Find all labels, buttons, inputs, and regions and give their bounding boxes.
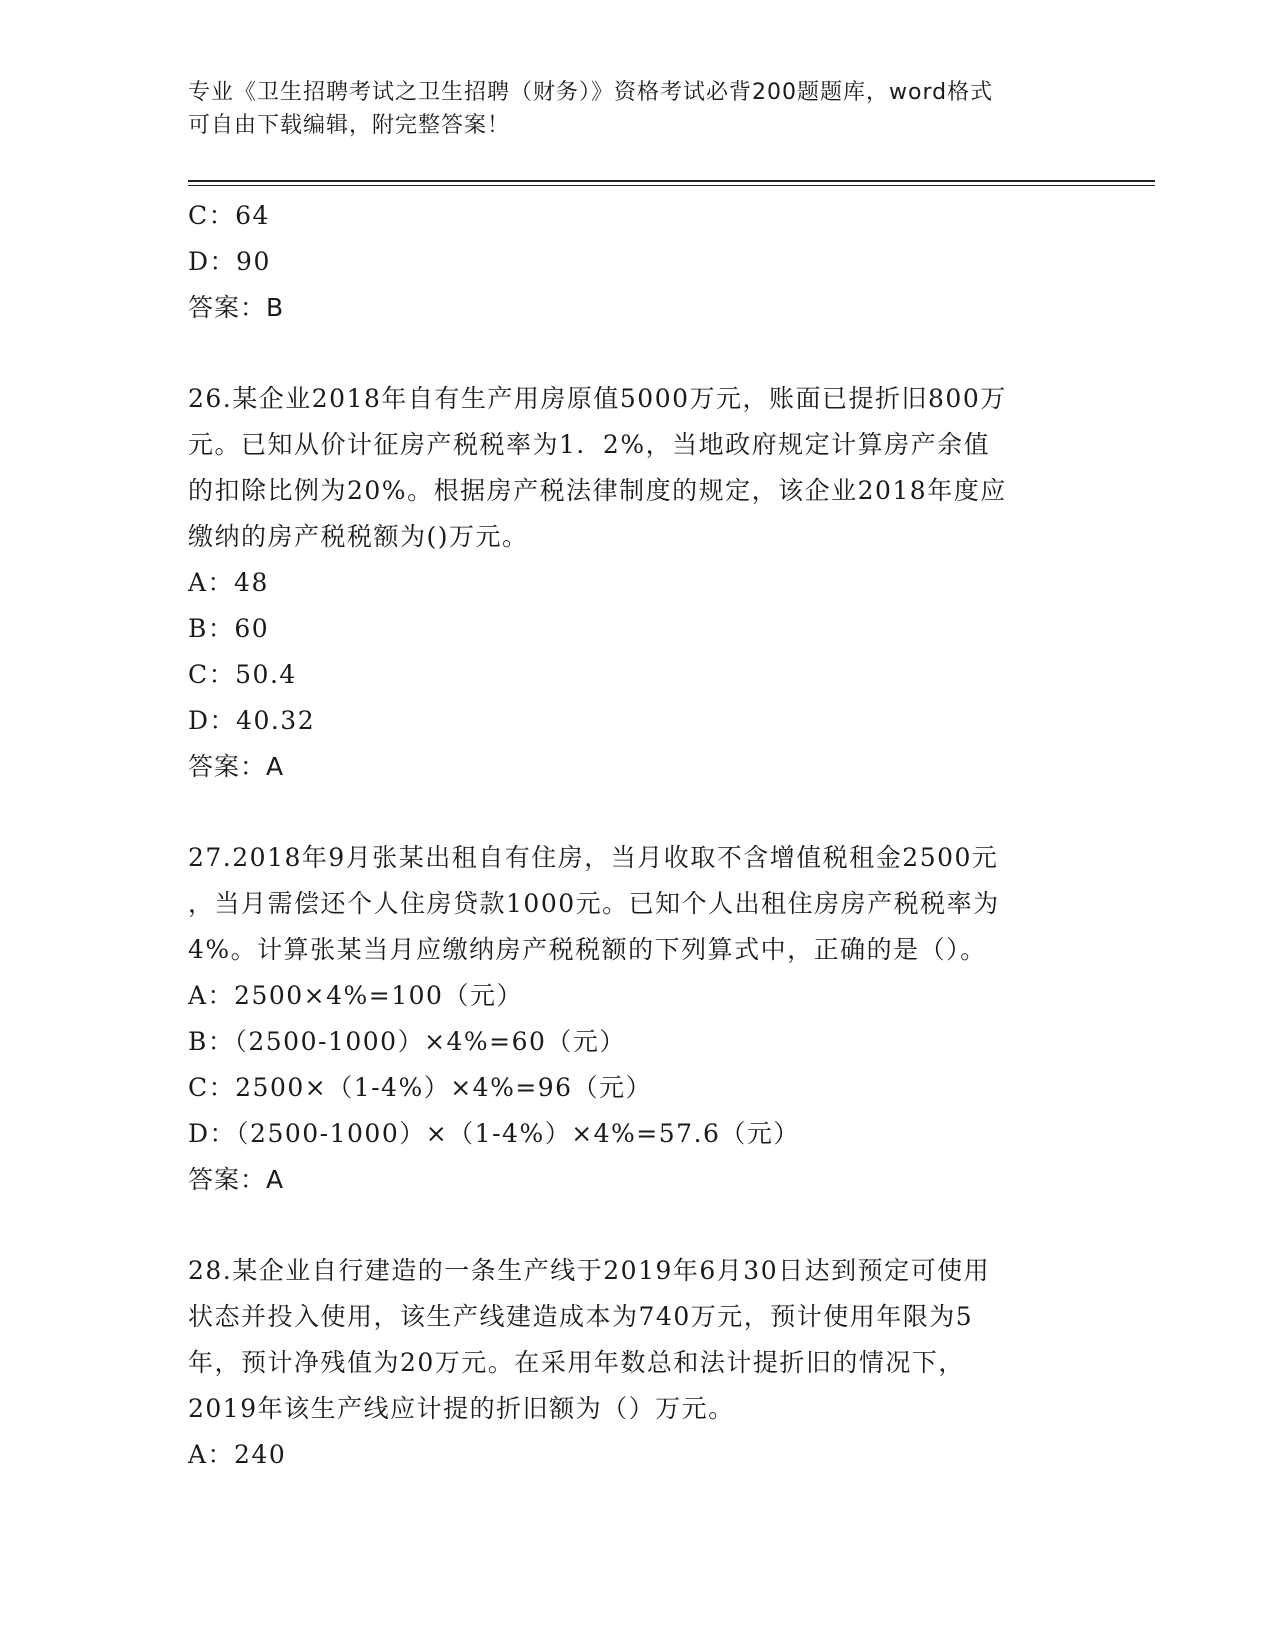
question-text-line: 2019年该生产线应计提的折旧额为（）万元。 [188,1394,735,1423]
option-a: A：2500×4%=100（元） [188,981,523,1010]
option-d: D：90 [188,247,271,276]
question-text-line: ，当月需偿还个人住房贷款1000元。已知个人出租住房房产税税率为 [188,889,1000,918]
answer-line: 答案：A [188,1165,285,1194]
page-header [188,76,1088,142]
option-c: C：50.4 [188,660,297,689]
question-text-line: 28.某企业自行建造的一条生产线于2019年6月30日达到预定可使用 [188,1256,991,1285]
option-a: A：48 [188,568,269,597]
question-text-line: 4%。计算张某当月应缴纳房产税税额的下列算式中，正确的是（）。 [188,935,987,964]
question-content [188,193,1088,1478]
option-a: A：240 [188,1440,287,1469]
option-c: C：64 [188,201,270,230]
header-title-line-2: 可自由下载编辑，附完整答案！ [188,113,511,138]
question-28 [188,1248,1088,1478]
question-text-line: 年，预计净残值为20万元。在采用年数总和法计提折旧的情况下， [188,1348,965,1377]
question-text-line: 状态并投入使用，该生产线建造成本为740万元，预计使用年限为5 [188,1302,974,1331]
header-divider [188,180,1155,182]
answer-line: 答案：A [188,752,285,781]
header-divider-thin [188,185,1155,186]
question-text-line: 26.某企业2018年自有生产用房原值5000万元，账面已提折旧800万 [188,384,1007,413]
question-27 [188,835,1088,1203]
question-text-line: 的扣除比例为20%。根据房产税法律制度的规定，该企业2018年度应 [188,476,1007,505]
option-b: B：（2500-1000）×4%=60（元） [188,1027,626,1056]
option-d: D：（2500-1000）×（1-4%）×4%=57.6（元） [188,1119,800,1148]
option-b: B：60 [188,614,270,643]
option-c: C：2500×（1-4%）×4%=96（元） [188,1073,653,1102]
option-d: D：40.32 [188,706,316,735]
question-26 [188,376,1088,790]
answer-line: 答案：B [188,293,285,322]
question-text-line: 元。已知从价计征房产税税率为1．2%，当地政府规定计算房产余值 [188,430,991,459]
question-text-line: 27.2018年9月张某出租自有住房，当月收取不含增值税租金2500元 [188,843,999,872]
header-title-line-1: 专业《卫生招聘考试之卫生招聘（财务）》资格考试必背200题题库，word格式 [188,80,994,105]
question-text-line: 缴纳的房产税税额为()万元。 [188,522,529,551]
